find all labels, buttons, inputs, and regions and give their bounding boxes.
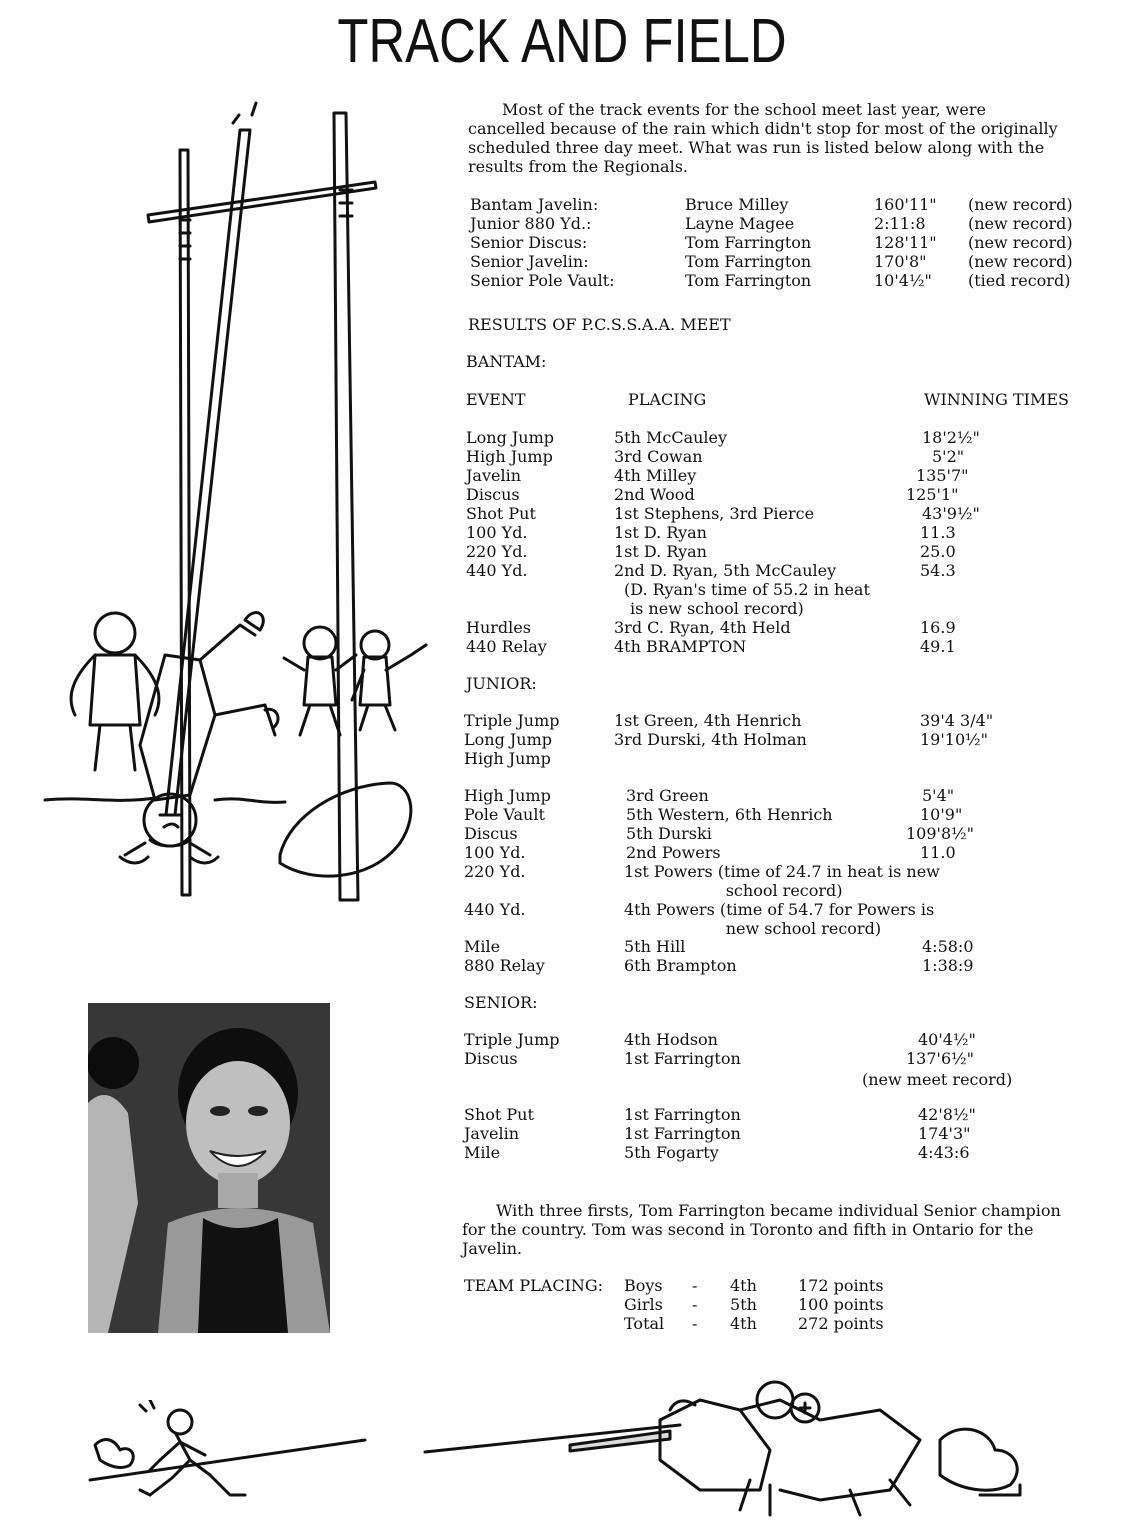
placing: 1st D. Ryan <box>614 523 707 542</box>
placing: 1st Farrington <box>624 1105 741 1124</box>
time: 4:58:0 <box>922 937 974 956</box>
event: 100 Yd. <box>464 843 526 862</box>
time: 19'10½" <box>920 730 988 749</box>
record-note: (new record) <box>968 233 1073 252</box>
time: 11.0 <box>920 843 956 862</box>
athlete-name: Tom Farrington <box>685 252 812 271</box>
event: Hurdles <box>466 618 531 637</box>
event-label: Senior Javelin: <box>470 252 589 271</box>
athlete-photo <box>88 1003 330 1333</box>
placing: 3rd Durski, 4th Holman <box>614 730 807 749</box>
time: 49.1 <box>920 637 956 656</box>
athlete-name: Tom Farrington <box>685 233 812 252</box>
event: 220 Yd. <box>464 862 526 881</box>
event: High Jump <box>466 447 553 466</box>
placing: 5th McCauley <box>614 428 728 447</box>
page-title: TRACK AND FIELD <box>337 7 787 76</box>
placing: 1st Powers (time of 24.7 in heat is new <box>624 862 940 881</box>
time: 174'3" <box>918 1124 971 1143</box>
time: 54.3 <box>920 561 956 580</box>
group: Girls <box>624 1295 663 1314</box>
event: Mile <box>464 1143 501 1162</box>
place: 5th <box>730 1295 757 1314</box>
placing: (D. Ryan's time of 55.2 in heat <box>624 580 870 599</box>
event: 220 Yd. <box>466 542 528 561</box>
placing: 4th Powers (time of 54.7 for Powers is <box>624 900 935 919</box>
event: Mile <box>464 937 501 956</box>
place: 4th <box>730 1276 757 1295</box>
points: 100 points <box>798 1295 884 1314</box>
event-label: Bantam Javelin: <box>470 195 599 214</box>
placing: 3rd C. Ryan, 4th Held <box>614 618 791 637</box>
time: 25.0 <box>920 542 956 561</box>
placing: 6th Brampton <box>624 956 737 975</box>
event: Long Jump <box>464 730 553 749</box>
points: 272 points <box>798 1314 884 1333</box>
event: Javelin <box>466 466 521 485</box>
placing: 4th Milley <box>614 466 697 485</box>
time: 10'9" <box>920 805 963 824</box>
record-note: (new record) <box>968 252 1073 271</box>
points: 172 points <box>798 1276 884 1295</box>
time: 39'4 3/4" <box>920 711 994 730</box>
result-value: 160'11" <box>874 195 937 214</box>
result-value: 128'11" <box>874 233 937 252</box>
event: 440 Yd. <box>464 900 526 919</box>
placing: 1st Farrington <box>624 1124 741 1143</box>
event: 440 Relay <box>466 637 547 656</box>
record-note: (new record) <box>968 214 1073 233</box>
placing: 1st Farrington <box>624 1049 741 1068</box>
header-winning-times: WINNING TIMES <box>924 390 1069 409</box>
event: Pole Vault <box>464 805 545 824</box>
event-label: Senior Pole Vault: <box>470 271 615 290</box>
time: 16.9 <box>920 618 956 637</box>
meet-record-note: (new meet record) <box>862 1070 1013 1089</box>
placing: new school record) <box>624 919 882 938</box>
athlete-name: Bruce Milley <box>685 195 789 214</box>
placing: is new school record) <box>630 599 804 618</box>
event: Shot Put <box>464 1105 534 1124</box>
placing: 4th BRAMPTON <box>614 637 747 656</box>
placing: 1st Stephens, 3rd Pierce <box>614 504 815 523</box>
event: Discus <box>464 824 518 843</box>
time: 125'1" <box>906 485 959 504</box>
javelin-runner-illustration <box>80 1400 380 1510</box>
time: 40'4½" <box>918 1030 976 1049</box>
header-placing: PLACING <box>628 390 707 409</box>
group: Total <box>624 1314 665 1333</box>
results-heading: RESULTS OF P.C.S.S.A.A. MEET <box>468 315 731 334</box>
event: 440 Yd. <box>466 561 528 580</box>
event-label: Junior 880 Yd.: <box>470 214 592 233</box>
event: Javelin <box>464 1124 519 1143</box>
event-label: Senior Discus: <box>470 233 588 252</box>
dash: - <box>692 1295 698 1314</box>
placing: 5th Hill <box>624 937 686 956</box>
placing: 1st Green, 4th Henrich <box>614 711 802 730</box>
team-placing-label: TEAM PLACING: <box>464 1276 604 1295</box>
time: 109'8½" <box>906 824 974 843</box>
placing: 2nd Wood <box>614 485 695 504</box>
placing: 5th Durski <box>626 824 712 843</box>
dash: - <box>692 1314 698 1333</box>
dash: - <box>692 1276 698 1295</box>
record-note: (tied record) <box>968 271 1071 290</box>
placing: 3rd Green <box>626 786 709 805</box>
event: Shot Put <box>466 504 536 523</box>
time: 137'6½" <box>906 1049 974 1068</box>
result-value: 170'8" <box>874 252 927 271</box>
athlete-name: Tom Farrington <box>685 271 812 290</box>
intro-paragraph: Most of the track events for the school meet last year, were cancelled because of the rain which didn't stop for most of the originally scheduled three day meet. What was run is listed below along with the results from the Regionals. <box>468 100 1058 176</box>
event: Long Jump <box>466 428 555 447</box>
record-note: (new record) <box>968 195 1073 214</box>
result-value: 2:11:8 <box>874 214 926 233</box>
event: High Jump <box>464 749 551 768</box>
placing: 5th Fogarty <box>624 1143 719 1162</box>
time: 135'7" <box>916 466 969 485</box>
time: 11.3 <box>920 523 956 542</box>
event: Triple Jump <box>464 1030 560 1049</box>
time: 42'8½" <box>918 1105 976 1124</box>
header-event: EVENT <box>466 390 526 409</box>
time: 4:43:6 <box>918 1143 970 1162</box>
group: Boys <box>624 1276 663 1295</box>
time: 18'2½" <box>922 428 980 447</box>
event: Triple Jump <box>464 711 560 730</box>
event: Discus <box>464 1049 518 1068</box>
placing: 2nd Powers <box>626 843 721 862</box>
placing: 2nd D. Ryan, 5th McCauley <box>614 561 837 580</box>
time: 5'2" <box>932 447 965 466</box>
result-value: 10'4½" <box>874 271 932 290</box>
junior-heading: JUNIOR: <box>466 674 537 693</box>
event: High Jump <box>464 786 551 805</box>
time: 1:38:9 <box>922 956 974 975</box>
event: Discus <box>466 485 520 504</box>
closing-paragraph: With three firsts, Tom Farrington became individual Senior champion for the country. Tom was second in Toronto and fifth in Ontario for the Javelin. <box>462 1201 1061 1258</box>
placing: school record) <box>624 881 843 900</box>
place: 4th <box>730 1314 757 1333</box>
placing: 3rd Cowan <box>614 447 703 466</box>
bantam-heading: BANTAM: <box>466 352 547 371</box>
event: 100 Yd. <box>466 523 528 542</box>
event: 880 Relay <box>464 956 545 975</box>
jousting-knight-illustration <box>420 1360 1040 1525</box>
athlete-name: Layne Magee <box>685 214 795 233</box>
time: 43'9½" <box>922 504 980 523</box>
pole-vault-illustration <box>40 95 460 915</box>
time: 5'4" <box>922 786 955 805</box>
senior-heading: SENIOR: <box>464 993 538 1012</box>
placing: 4th Hodson <box>624 1030 718 1049</box>
placing: 5th Western, 6th Henrich <box>626 805 833 824</box>
placing: 1st D. Ryan <box>614 542 707 561</box>
